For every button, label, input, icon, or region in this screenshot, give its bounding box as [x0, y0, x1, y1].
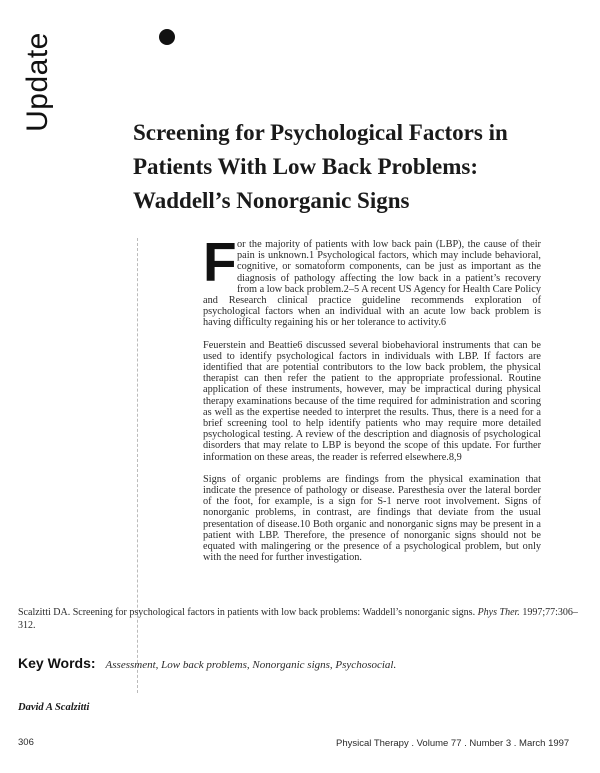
- drop-cap: F: [203, 231, 237, 293]
- citation-text: Scalzitti DA. Screening for psychological factors in patients with low back problems: Waddell’s nonorganic signs.: [18, 607, 476, 618]
- title-line-2: Patients With Low Back Problems:: [133, 154, 479, 179]
- intro-paragraph: [203, 231, 541, 329]
- section-label-text: Update: [21, 32, 54, 132]
- citation-journal: Phys Ther.: [477, 607, 520, 618]
- intro-paragraph-text: or the majority of patients with low back pain (LBP), the cause of their pain is unknown.1 Psychological factors, which may include behavioral, cognitive, or somatoform components, can be just as important as the diagnosis of pathology affecting the low back in a patient’s recovery from a low back problem.2–5 A recent US Agency for Health Care Policy and Research clinical practice guideline recommends exploration of psychological factors when an individual with an acute low back problem is having difficulty regaining his or her tolerance to activity.6: [203, 239, 541, 329]
- body-paragraph-2: Feuerstein and Beattie6 discussed several biobehavioral instruments that can be used to identify psychological factors in individuals with LBP. If factors are identified that are potential contributors to the low back problem, the physical therapist can then refer the patient to the appropriate professional. Routine application of these instruments, however, may be impractical during physical therapy examinations because of the time required for administration and scoring as well as the expertise needed to interpret the results. Thus, there is a need for a brief screening tool to help identify patients who may require more detailed psychological testing. A review of the description and diagnosis of psychological disorders that may relate to LBP is beyond the scope of this update. For further information on these areas, the reader is referred elsewhere.8,9: [203, 339, 541, 463]
- page-number: 306: [18, 737, 34, 748]
- article-body: [203, 231, 541, 574]
- keywords-text: Assessment, Low back problems, Nonorganic signs, Psychosocial.: [105, 659, 397, 671]
- citation-volume: 1997;77:306–312.: [18, 607, 578, 631]
- author-name: David A Scalzitti: [18, 702, 90, 713]
- decorative-dot: [159, 29, 175, 45]
- body-paragraph-3: Signs of organic problems are findings from the physical examination that indicate the presence of pathology or disease. Paresthesia over the lateral border of the foot, for example, is a sign for S-1 nerve root involvement. Signs of nonorganic problems, in contrast, are findings that deviate from the usual presentation of disease.10 Both organic and nonorganic signs may be present in a patient with LBP. Therefore, the presence of nonorganic signs should not be equated with malingering or the presence of a psychological problem, but only with the need for further investigation.: [203, 473, 541, 564]
- article-title: [133, 116, 593, 218]
- running-footer: Physical Therapy . Volume 77 . Number 3 . March 1997: [336, 738, 570, 749]
- title-line-1: Screening for Psychological Factors in: [133, 120, 508, 145]
- keywords-label: Key Words:: [18, 655, 96, 671]
- keywords: [18, 655, 588, 673]
- citation: [18, 606, 578, 632]
- title-line-3: Waddell’s Nonorganic Signs: [133, 188, 410, 213]
- section-label: [10, 30, 66, 134]
